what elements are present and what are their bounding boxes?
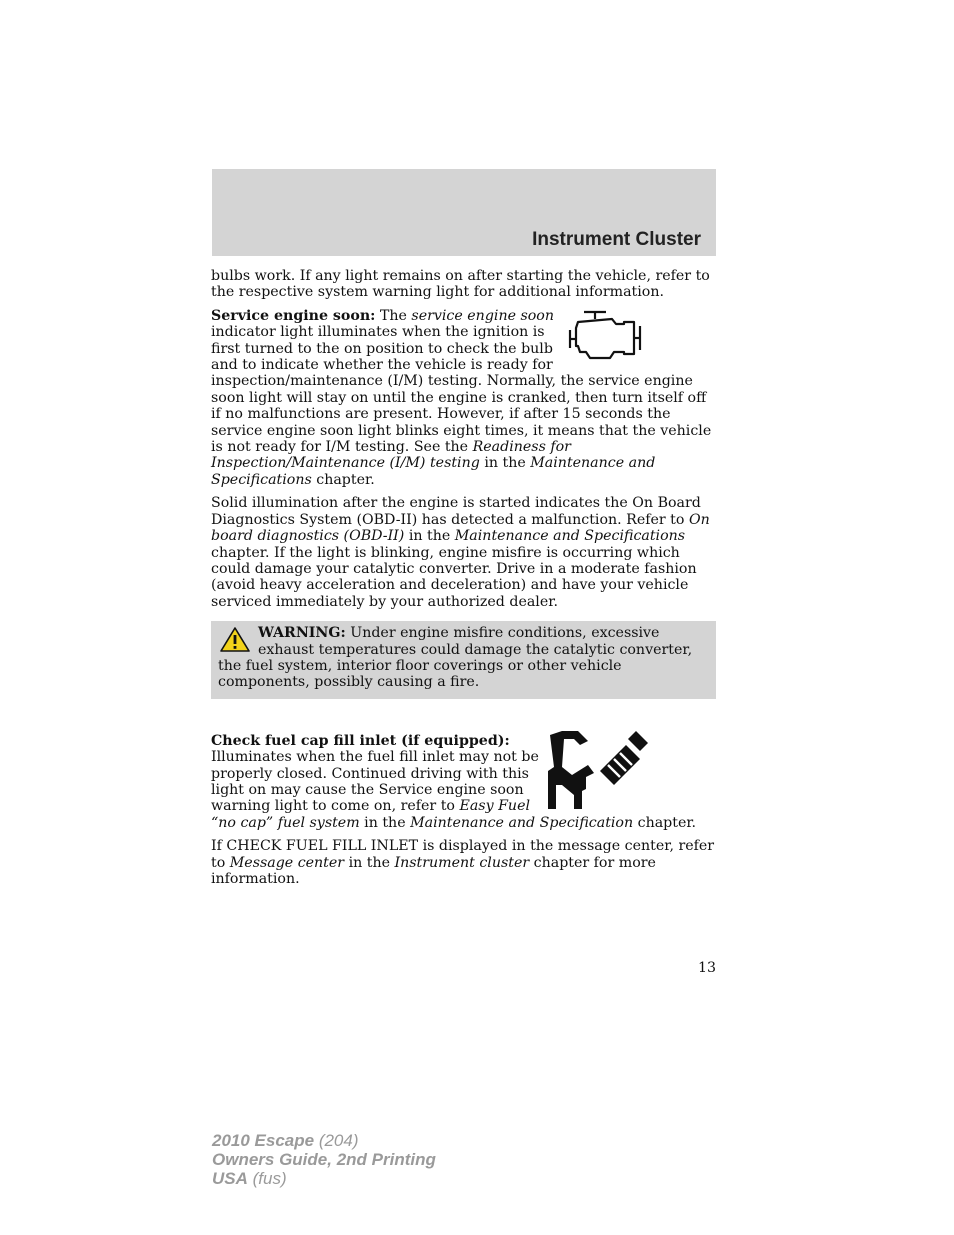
message-center-paragraph: If CHECK FUEL FILL INLET is displayed in the message center, refer to Message center in the Instrument cluster chapter for more information. bbox=[211, 838, 715, 887]
warning-triangle-icon bbox=[218, 625, 252, 653]
page-number: 13 bbox=[697, 960, 716, 976]
warning-box: WARNING: Under engine misfire conditions, excessive exhaust temperatures could damage the catalytic converter, the fuel system, interior floor coverings or other vehicle components, possibly causing a fire. bbox=[211, 621, 716, 699]
footer-line-region: USA (fus) bbox=[212, 1169, 287, 1188]
check-engine-icon bbox=[564, 308, 648, 368]
solid-illumination-paragraph: Solid illumination after the engine is started indicates the On Board Diagnostics System (OBD-II) has detected a malfunction. Refer to On board diagnostics (OBD-II) in the Maintenance and Specifications chapter. If the light is blinking, engine misfire is occurring which could damage your catalytic converter. Drive in a moderate fashion (avoid heavy acceleration and deceleration) and have your vehicle serviced immediately by your authorized dealer. bbox=[211, 495, 710, 610]
document-footer bbox=[212, 1131, 436, 1188]
fuel-fill-inlet-icon bbox=[544, 727, 654, 811]
page-content bbox=[211, 268, 716, 894]
footer-line-model: 2010 Escape (204) bbox=[212, 1131, 359, 1150]
footer-line-guide: Owners Guide, 2nd Printing bbox=[212, 1150, 436, 1169]
intro-paragraph: bulbs work. If any light remains on after starting the vehicle, refer to the respective system warning light for additional information. bbox=[211, 268, 710, 301]
fuel-cap-paragraph: Check fuel cap fill inlet (if equipped): Illuminates when the fuel fill inlet may not be properly closed. Continued driving with this light on may cause the Service engine soon warning light to come on, refer to Easy Fuel “no cap” fuel system in the Maintenance and Specification chapter. bbox=[211, 733, 716, 831]
service-engine-paragraph: Service engine soon: The service engine soon indicator light illuminates when the ignition is first turned to the on position to check the bulb and to indicate whether the vehicle is ready for inspection/maintenance (I/M) testing. Normally, the service engine soon light will stay on until the engine is cranked, then turn itself off if no malfunctions are present. However, if after 15 seconds the service engine soon light blinks eight times, it means that the vehicle is not ready for I/M testing. See the Readiness for Inspection/Maintenance (I/M) testing in the Maintenance and Specifications chapter. bbox=[211, 307, 712, 488]
page-title: Instrument Cluster bbox=[532, 229, 701, 250]
header-band bbox=[212, 169, 716, 256]
